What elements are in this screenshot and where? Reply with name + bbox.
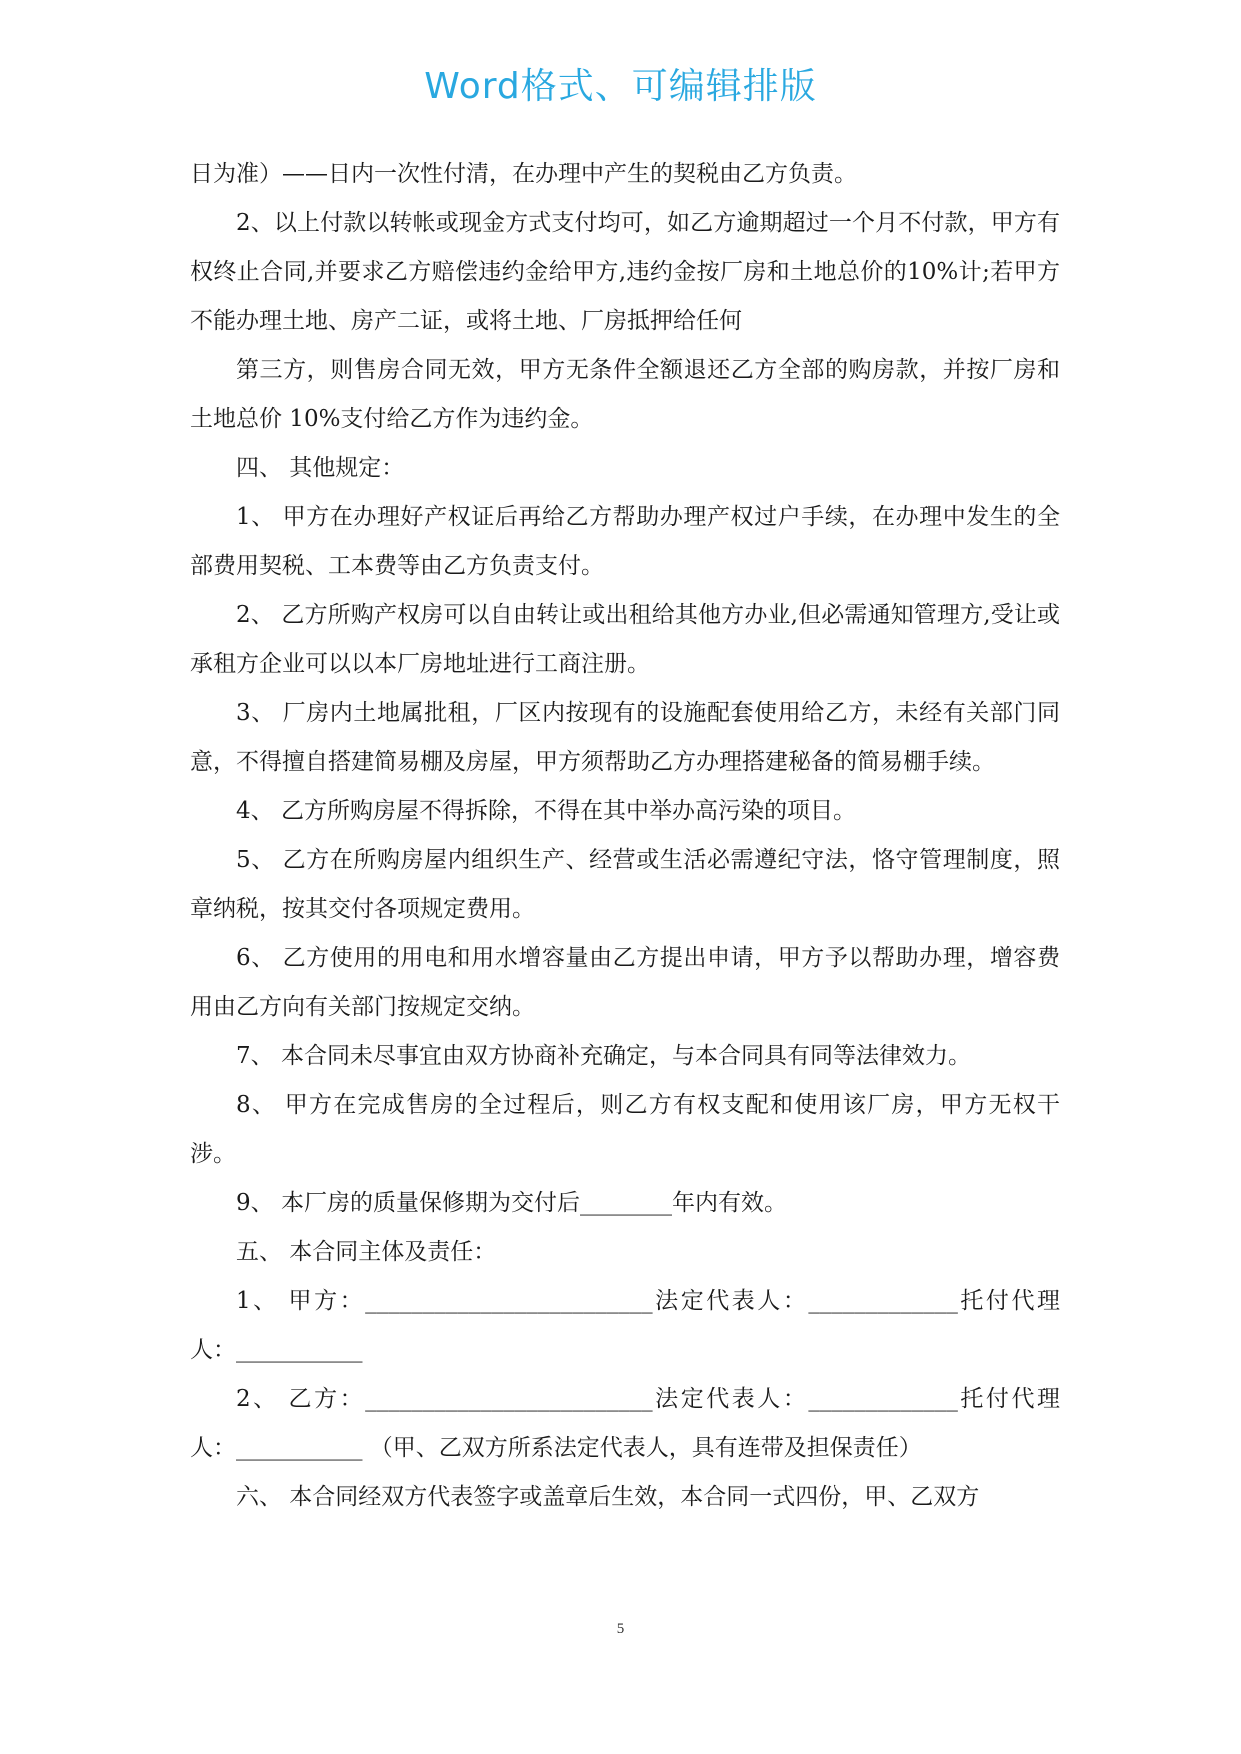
- document-body: [190, 150, 1060, 1522]
- page-number: 5: [616, 1621, 625, 1637]
- paragraph: 5、 乙方在所购房屋内组织生产、经营或生活必需遵纪守法，恪守管理制度，照章纳税，按其交付各项规定费用。: [190, 847, 1060, 922]
- paragraph: 1、 甲方在办理好产权证后再给乙方帮助办理产权过户手续，在办理中发生的全部费用契税、工本费等由乙方负责支付。: [190, 504, 1060, 579]
- paragraph: 8、 甲方在完成售房的全过程后，则乙方有权支配和使用该厂房，甲方无权干涉。: [190, 1092, 1060, 1167]
- paragraph: 1、 甲方：_________________________法定代表人：_____________托付代理人：___________: [190, 1288, 1060, 1363]
- paragraph: 第三方，则售房合同无效，甲方无条件全额退还乙方全部的购房款，并按厂房和土地总价 10%支付给乙方作为违约金。: [190, 357, 1060, 432]
- section-heading: 四、 其他规定：: [236, 455, 405, 481]
- paragraph: 7、 本合同未尽事宜由双方协商补充确定，与本合同具有同等法律效力。: [236, 1043, 971, 1069]
- paragraph: 2、以上付款以转帐或现金方式支付均可，如乙方逾期超过一个月不付款，甲方有权终止合同,并要求乙方赔偿违约金给甲方,违约金按厂房和土地总价的10%计;若甲方不能办理土地、房产二证，或将土地、厂房抵押给任何: [190, 210, 1060, 334]
- paragraph: 6、 乙方使用的用电和用水增容量由乙方提出申请，甲方予以帮助办理，增容费用由乙方向有关部门按规定交纳。: [190, 945, 1060, 1020]
- section-heading: 五、 本合同主体及责任：: [236, 1239, 497, 1265]
- paragraph: 日为准）——日内一次性付清，在办理中产生的契税由乙方负责。: [190, 161, 857, 187]
- document-header-title: Word格式、可编辑排版: [424, 66, 817, 107]
- paragraph: 2、 乙方：_________________________法定代表人：_____________托付代理人：___________ （甲、乙双方所系法定代表人，具有连带及担保责任）: [190, 1386, 1060, 1461]
- paragraph: 4、 乙方所购房屋不得拆除，不得在其中举办高污染的项目。: [236, 798, 856, 824]
- paragraph: 9、 本厂房的质量保修期为交付后________年内有效。: [236, 1190, 787, 1216]
- paragraph: 2、 乙方所购产权房可以自由转让或出租给其他方办业,但必需通知管理方,受让或承租方企业可以以本厂房地址进行工商注册。: [190, 602, 1060, 677]
- section-heading: 六、 本合同经双方代表签字或盖章后生效，本合同一式四份，甲、乙双方: [236, 1484, 980, 1510]
- paragraph: 3、 厂房内土地属批租，厂区内按现有的设施配套使用给乙方，未经有关部门同意，不得擅自搭建简易棚及房屋，甲方须帮助乙方办理搭建秘备的简易棚手续。: [190, 700, 1060, 775]
